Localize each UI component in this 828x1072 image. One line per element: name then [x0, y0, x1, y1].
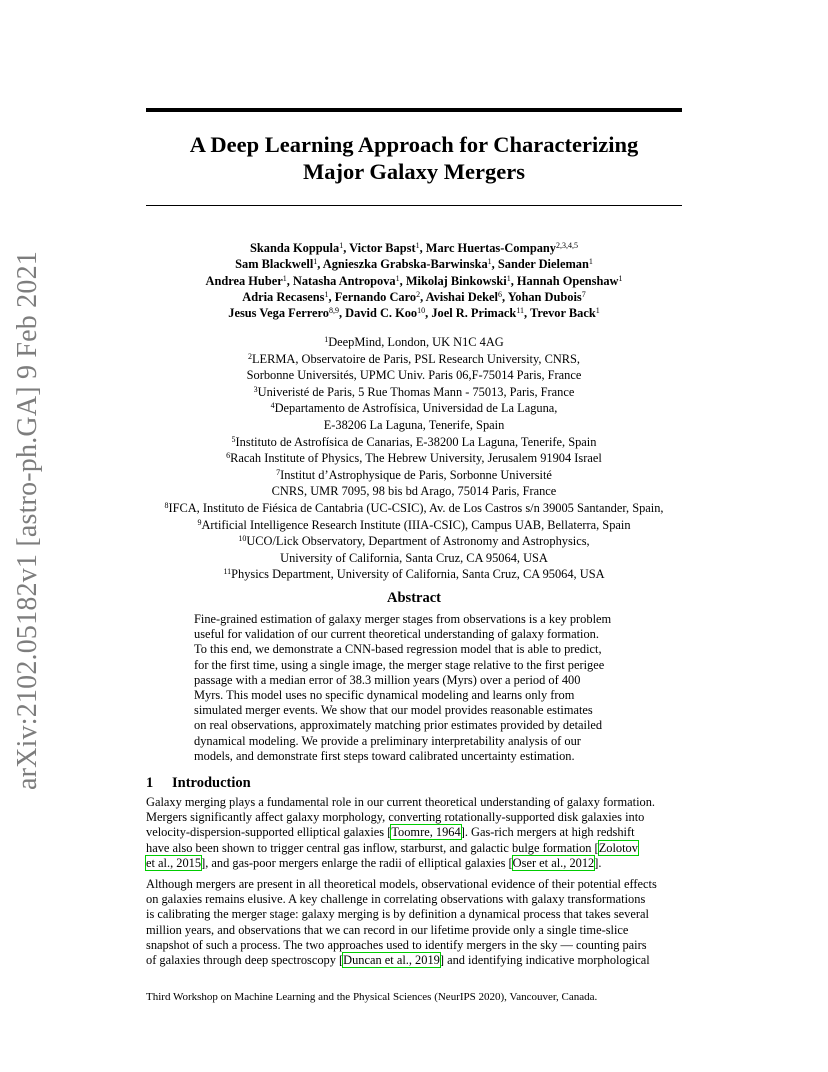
author-line: [146, 256, 682, 272]
affiliation-marker: 2,3,4,5: [556, 241, 578, 250]
affiliation-marker: 1: [415, 241, 420, 250]
abstract-line: simulated merger events. We show that our model provides reasonable estimates: [194, 703, 593, 718]
affiliation-marker: 1: [506, 273, 511, 283]
affiliation-text: Instituto de Astrofísica de Canarias, E-38200 La Laguna, Tenerife, Spain: [235, 434, 597, 449]
citation-link[interactable]: Zolotov: [598, 840, 638, 855]
affiliation-text: Artificial Intelligence Research Institute (IIIA-CSIC), Campus UAB, Bellaterra, Spain: [201, 517, 631, 532]
affiliation-marker: 8: [164, 500, 169, 510]
affiliation-line: [100, 351, 728, 368]
abstract-line: models, and demonstrate first steps toward calibrated uncertainty estimation.: [194, 748, 575, 763]
text-line: velocity-dispersion-supported elliptical galaxies [Toomre, 1964]. Gas-rich mergers at high redshift: [146, 825, 635, 840]
affiliation-line: [100, 550, 728, 567]
text-line: have also been shown to trigger central gas inflow, starburst, and galactic bulge formation [Zolotov: [146, 840, 638, 855]
affiliation-marker: 1: [395, 273, 400, 283]
affiliation-line: [100, 483, 728, 500]
author-list: [146, 240, 682, 321]
abstract-line: useful for validation of our current theoretical understanding of galaxy formation.: [194, 627, 599, 642]
affiliation-line: [100, 334, 728, 351]
affiliation-text: LERMA, Observatoire de Paris, PSL Research University, CNRS,: [251, 351, 581, 366]
affiliation-list: [100, 334, 728, 583]
author-name: , Marc Huertas-Company: [419, 241, 556, 255]
section-number: 1: [146, 775, 154, 791]
author-line: [146, 305, 682, 321]
abstract-line: To this end, we demonstrate a CNN-based regression model that is able to predict,: [194, 642, 602, 657]
affiliation-text: Physics Department, University of California, Santa Cruz, CA 95064, USA: [231, 567, 605, 582]
author-name: , Trevor Back: [524, 306, 596, 321]
author-name: Jesus Vega Ferrero: [228, 306, 329, 321]
author-name: Andrea Huber: [205, 273, 283, 288]
abstract-body: [194, 612, 634, 764]
citation-link[interactable]: Toomre, 1964: [391, 825, 461, 840]
affiliation-line: [100, 450, 728, 467]
affiliation-marker: 7: [581, 289, 586, 299]
affiliation-marker: 3: [253, 384, 258, 394]
affiliation-marker: 1: [588, 257, 593, 267]
section-title: Introduction: [172, 775, 251, 791]
affiliation-marker: 5: [231, 434, 236, 444]
affiliation-text: Departamento de Astrofísica, Universidad de La Laguna,: [274, 401, 558, 416]
text-line: Galaxy merging plays a fundamental role in our current theoretical understanding of galaxy formation.: [146, 795, 655, 809]
affiliation-marker: 10: [417, 306, 426, 316]
author-name: Sam Blackwell: [235, 257, 314, 272]
venue-footnote: Third Workshop on Machine Learning and the Physical Sciences (NeurIPS 2020), Vancouver, Canada.: [146, 991, 598, 1003]
arxiv-identifier[interactable]: arXiv:2102.05182v1 [astro-ph.GA] 9 Feb 2021: [12, 251, 43, 790]
paper-title: [146, 131, 682, 185]
affiliation-marker: 1: [487, 257, 492, 267]
affiliation-marker: 1: [324, 335, 329, 344]
text-line: et al., 2015], and gas-poor mergers enlarge the radii of elliptical galaxies [Oser et al., 2012].: [146, 855, 602, 870]
affiliation-marker: 10: [238, 534, 247, 544]
affiliation-text: University of California, Santa Cruz, CA 95064, USA: [280, 550, 548, 565]
affiliation-text: UCO/Lick Observatory, Department of Astronomy and Astrophysics,: [246, 534, 590, 549]
intro-paragraph-2: [146, 877, 682, 968]
affiliation-marker: 6: [497, 289, 502, 299]
affiliation-marker: 2: [416, 289, 421, 299]
affiliation-text: Sorbonne Universités, UPMC Univ. Paris 06,F-75014 Paris, France: [246, 368, 582, 383]
affiliation-text: CNRS, UMR 7095, 98 bis bd Arago, 75014 Paris, France: [271, 484, 557, 499]
affiliation-marker: 7: [276, 467, 281, 477]
abstract-line: Myrs. This model uses no specific dynamical modeling and learns only from: [194, 688, 575, 703]
author-line: [146, 289, 682, 305]
title-top-rule: [146, 108, 682, 112]
author-line: [146, 273, 682, 289]
affiliation-line: [100, 367, 728, 384]
title-bottom-rule: [146, 205, 682, 206]
affiliation-marker: 1: [595, 306, 600, 316]
author-name: , Joel R. Primack: [425, 306, 517, 321]
text-line: on galaxies remains elusive. A key challenge in correlating observations with galaxy transformations: [146, 892, 646, 907]
affiliation-text: Institut d’Astrophysique de Paris, Sorbonne Université: [280, 467, 552, 482]
affiliation-marker: 11: [516, 306, 525, 316]
title-line: Major Galaxy Mergers: [302, 159, 525, 184]
author-name: , Natasha Antropova: [286, 273, 396, 288]
author-name: , Agnieszka Grabska-Barwinska: [317, 257, 488, 272]
author-line: [146, 240, 682, 256]
affiliation-marker: 1: [339, 241, 344, 250]
abstract-line: passage with a median error of 38.3 million years (Myrs) over a period of 400: [194, 672, 581, 687]
affiliation-line: [100, 434, 728, 451]
author-name: , Mikolaj Binkowski: [399, 273, 507, 288]
affiliation-text: DeepMind, London, UK N1C 4AG: [328, 335, 504, 349]
author-name: Adria Recasens: [242, 289, 325, 304]
abstract-line: for the first time, using a single image, the merger stage relative to the first perigee: [194, 657, 605, 672]
author-name: , Yohan Dubois: [501, 289, 582, 304]
text-line: Although mergers are present in all theoretical models, observational evidence of their potential effects: [146, 877, 657, 891]
abstract-line: Fine-grained estimation of galaxy merger stages from observations is a key problem: [194, 612, 612, 626]
affiliation-marker: 1: [324, 289, 329, 299]
affiliation-line: [100, 517, 728, 534]
abstract-line: on real observations, approximately matching prior estimates provided by detailed: [194, 718, 603, 733]
citation-link[interactable]: Oser et al., 2012: [512, 855, 595, 870]
affiliation-marker: 1: [313, 257, 318, 267]
affiliation-line: [100, 566, 728, 583]
affiliation-marker: 8,9: [328, 306, 339, 316]
affiliation-marker: 11: [223, 567, 232, 577]
author-name: , Hannah Openshaw: [510, 273, 619, 288]
affiliation-text: E-38206 La Laguna, Tenerife, Spain: [323, 417, 505, 432]
title-line: A Deep Learning Approach for Characterizing: [189, 132, 639, 157]
affiliation-text: IFCA, Instituto de Fiésica de Cantabria (UC-CSIC), Av. de Los Castros s/n 39005 Santander, Spain,: [168, 500, 664, 515]
affiliation-marker: 9: [197, 517, 202, 527]
affiliation-marker: 1: [282, 273, 287, 283]
text-line: Mergers significantly affect galaxy morphology, converting rotationally-supported disk galaxies into: [146, 810, 645, 825]
affiliation-text: Racah Institute of Physics, The Hebrew University, Jerusalem 91904 Israel: [230, 451, 602, 466]
citation-link[interactable]: et al., 2015: [146, 855, 202, 870]
affiliation-text: Univeristé de Paris, 5 Rue Thomas Mann - 75013, Paris, France: [257, 384, 575, 399]
text-line: of galaxies through deep spectroscopy [Duncan et al., 2019] and identifying indicative morphological: [146, 953, 650, 968]
author-name: Skanda Koppula: [249, 241, 340, 255]
affiliation-line: [100, 500, 728, 517]
abstract-line: dynamical modeling. We provide a preliminary interpretability analysis of our: [194, 733, 581, 748]
affiliation-marker: 1: [618, 273, 623, 283]
author-name: , Victor Bapst: [343, 241, 416, 255]
affiliation-line: [100, 384, 728, 401]
citation-link[interactable]: Duncan et al., 2019: [343, 953, 440, 968]
text-line: is calibrating the merger stage: galaxy merging is by definition a dynamical process that takes several: [146, 907, 649, 922]
affiliation-marker: 4: [270, 401, 275, 411]
affiliation-marker: 2: [247, 351, 252, 361]
affiliation-line: [100, 533, 728, 550]
intro-paragraph-1: [146, 795, 682, 871]
author-name: , Avishai Dekel: [420, 289, 498, 304]
affiliation-line: [100, 467, 728, 484]
affiliation-marker: 6: [226, 451, 231, 461]
author-name: , Sander Dieleman: [491, 257, 589, 272]
author-name: , David C. Koo: [338, 306, 418, 321]
affiliation-line: [100, 417, 728, 434]
text-line: million years, and observations that we can record in our lifetime provide only a single time-slice: [146, 922, 629, 937]
author-name: , Fernando Caro: [328, 289, 417, 304]
affiliation-line: [100, 400, 728, 417]
abstract-heading: Abstract: [387, 590, 441, 606]
text-line: snapshot of such a process. The two approaches used to identify mergers in the sky — counting pairs: [146, 937, 647, 952]
section-heading: [146, 775, 251, 792]
